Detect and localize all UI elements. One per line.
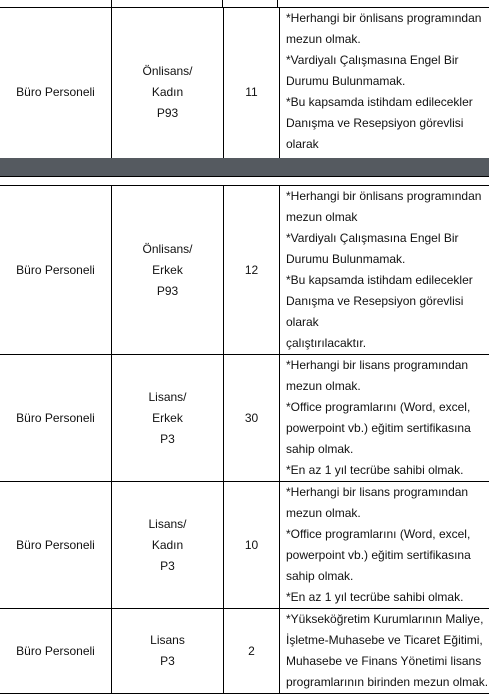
position-cell: Büro Personeli xyxy=(0,609,112,694)
requirement-line: *Office programlarını (Word, excel, xyxy=(286,524,489,545)
positions-table-top xyxy=(0,7,489,177)
table-row xyxy=(0,609,489,694)
count-cell: 11 xyxy=(224,8,280,177)
requirement-line: *Bu kapsamda istihdam edilecekler xyxy=(286,270,489,291)
requirement-line: mezun olmak xyxy=(286,207,489,228)
position-cell: Büro Personeli xyxy=(0,355,112,482)
requirements-cell xyxy=(280,355,489,482)
table-row xyxy=(0,186,489,355)
qualification-line: Erkek xyxy=(112,408,223,429)
qualification-cell xyxy=(112,355,224,482)
requirement-line: mezun olmak. xyxy=(286,503,489,524)
requirements-cell xyxy=(280,8,489,177)
qualification-line: P3 xyxy=(112,556,223,577)
count-cell: 10 xyxy=(224,482,280,609)
table-row xyxy=(0,8,489,177)
requirement-line: *Bu kapsamda istihdam edilecekler xyxy=(286,92,489,113)
requirement-line: *Herhangi bir önlisans programından xyxy=(286,186,489,207)
requirement-line: *Vardiyalı Çalışmasına Engel Bir xyxy=(286,50,489,71)
requirements-cell xyxy=(280,482,489,609)
requirement-line: Muhasebe ve Finans Yönetimi lisans xyxy=(286,651,489,672)
requirement-line: *Herhangi bir lisans programından xyxy=(286,482,489,503)
position-cell: Büro Personeli xyxy=(0,482,112,609)
requirement-line: Danışma ve Resepsiyon görevlisi olarak xyxy=(286,113,489,155)
requirement-line: *En az 1 yıl tecrübe sahibi olmak. xyxy=(286,460,489,481)
qualification-line: Lisans/ xyxy=(112,387,223,408)
qualification-cell xyxy=(112,186,224,355)
requirement-line: *Yükseköğretim Kurumlarının Maliye, xyxy=(286,609,489,630)
requirement-line: İşletme-Muhasebe ve Ticaret Eğitimi, xyxy=(286,630,489,651)
requirement-line: mezun olmak. xyxy=(286,376,489,397)
qualification-line: Lisans/ xyxy=(112,514,223,535)
requirement-line: *Vardiyalı Çalışmasına Engel Bir xyxy=(286,228,489,249)
requirement-line: Durumu Bulunmamak. xyxy=(286,249,489,270)
count-cell: 12 xyxy=(224,186,280,355)
page-separator xyxy=(0,158,489,176)
qualification-cell xyxy=(112,482,224,609)
positions-table-bottom xyxy=(0,185,489,694)
requirement-line: Durumu Bulunmamak. xyxy=(286,71,489,92)
qualification-line: Kadın xyxy=(112,535,223,556)
qualification-line: Önlisans/ xyxy=(112,239,223,260)
qualification-line: Kadın xyxy=(112,82,223,103)
requirements-cell xyxy=(280,186,489,355)
requirement-line: *En az 1 yıl tecrübe sahibi olmak. xyxy=(286,587,489,608)
previous-row-fragment xyxy=(0,0,489,7)
qualification-cell xyxy=(112,609,224,694)
qualification-line: Önlisans/ xyxy=(112,61,223,82)
requirement-line: *Office programlarını (Word, excel, xyxy=(286,397,489,418)
qualification-line: Lisans xyxy=(112,630,223,651)
count-cell: 30 xyxy=(224,355,280,482)
table-row xyxy=(0,355,489,482)
requirement-line: powerpoint vb.) eğitim sertifikasına xyxy=(286,545,489,566)
qualification-line: P3 xyxy=(112,651,223,672)
requirement-line: sahip olmak. xyxy=(286,566,489,587)
table-row xyxy=(0,482,489,609)
count-cell: 2 xyxy=(224,609,280,694)
requirement-line: *Herhangi bir önlisans programından xyxy=(286,8,489,29)
requirement-line: Danışma ve Resepsiyon görevlisi olarak xyxy=(286,291,489,333)
position-cell: Büro Personeli xyxy=(0,8,112,177)
requirement-line: programlarının birinden mezun olmak. xyxy=(286,672,489,693)
qualification-line: Erkek xyxy=(112,260,223,281)
requirements-cell xyxy=(280,609,489,694)
qualification-line: P93 xyxy=(112,103,223,124)
position-cell: Büro Personeli xyxy=(0,186,112,355)
qualification-line: P3 xyxy=(112,429,223,450)
requirement-line: *Herhangi bir lisans programından xyxy=(286,355,489,376)
qualification-line: P93 xyxy=(112,281,223,302)
requirement-line: çalıştırılacaktır. xyxy=(286,333,489,354)
requirement-line: sahip olmak. xyxy=(286,439,489,460)
requirement-line: powerpoint vb.) eğitim sertifikasına xyxy=(286,418,489,439)
qualification-cell xyxy=(112,8,224,177)
requirement-line: mezun olmak. xyxy=(286,29,489,50)
